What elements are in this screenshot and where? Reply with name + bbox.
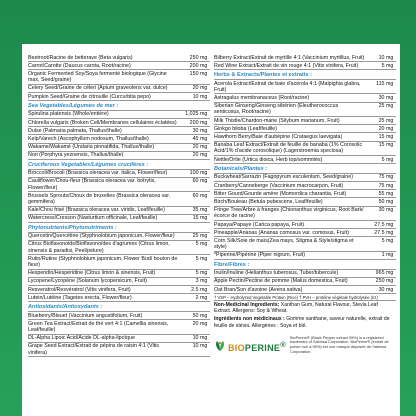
amount-value: 1 [381, 252, 385, 259]
ingredient-name: Spirulina platensis (Whole/entière) [28, 111, 109, 118]
non-medicinal-label-fr: Ingrédients non médicinaux : [214, 316, 285, 323]
ingredient-name: Red Wine Extract/Extrait de vin rouge 4:1 (Vitis vinifera, Fruit) [214, 62, 359, 69]
non-medicinal-note [214, 301, 396, 315]
ingredient-name: Brussels Sprouts/Choux de bruxelles (Brassica oleracea var. gemmifera) [28, 192, 171, 205]
ingredient-name: Milk Thistle/Chardon-marie (Silybum marianum, Fruit) [214, 117, 340, 124]
ingredient-row [214, 270, 396, 278]
section-heading: Phytonutrients/Phytonutriments : [28, 223, 210, 233]
ingredient-amount [182, 270, 210, 276]
amount-unit: mg [200, 178, 208, 185]
amount-unit: mg [200, 170, 208, 177]
ingredient-amount [368, 81, 396, 87]
ingredient-name: Bitter Gourd/Gourde amère (Momordica charantia, Fruit) [214, 190, 347, 197]
amount-value: 115 [376, 80, 385, 87]
ingredient-name: Organic Fermented Soy/Soya fermenté biologique (Glycine max, Seed/graine) [28, 70, 167, 84]
non-medicinal-note-fr [214, 315, 396, 329]
ingredient-amount [368, 222, 396, 228]
ingredient-row [214, 207, 396, 221]
ingredient-amount [368, 95, 396, 101]
ingredient-row [28, 255, 210, 269]
ingredient-name: Lycopene/Lycopène (Solanum lycopersicum, Fruit) [28, 278, 147, 285]
amount-unit: mg [386, 270, 394, 277]
amount-unit: mg [200, 135, 208, 142]
amount-value: 15 [378, 142, 385, 149]
amount-unit: mg [200, 70, 208, 77]
amount-value: 35 [192, 207, 199, 214]
ingredient-row [28, 62, 210, 70]
ingredient-row [28, 85, 210, 93]
amount-value: 250 [375, 278, 385, 285]
ingredient-row [28, 343, 210, 357]
ingredient-name: Pumpkin Seed/Graine de citrouille (Curcurbita pepo) [28, 93, 151, 100]
ingredient-name: Chlorella vulgaris (Broken Cell/Membranes cellulaires éclatées) [28, 119, 177, 126]
amount-value: 1,025 [185, 111, 199, 118]
amount-value: 3 [195, 278, 199, 285]
amount-unit: mg [386, 252, 394, 259]
ingredient-name: Acerola Extract/Extrait de baie d'acérola 4:1 (Malpighia glabra, Fruit) [214, 80, 361, 93]
amount-unit: mg [200, 152, 208, 159]
amount-value: 2 [195, 294, 199, 301]
amount-unit: mg [386, 125, 394, 132]
amount-unit: mg [200, 241, 208, 248]
ingredient-row [214, 94, 396, 102]
ingredient-amount [368, 63, 396, 69]
ingredient-amount [182, 343, 210, 349]
ingredient-name: Buckwheat/Sarrazin (Fagopyrum esculentum, Seed/graine) [214, 174, 353, 181]
amount-value: 150 [189, 70, 199, 77]
amount-value: 50 [378, 198, 385, 205]
amount-value: 25 [192, 233, 199, 240]
amount-unit: mg [386, 190, 394, 197]
ingredient-row [214, 117, 396, 125]
ingredient-amount [368, 191, 396, 197]
ingredient-amount [368, 199, 396, 205]
ingredient-amount [368, 183, 396, 189]
ingredient-name: Kelp/Varech (Ascophyllum nodosum, Thallus/thalle) [28, 135, 149, 142]
ingredient-name: Oat Bran/Son d'avoine (Avena sativa) [214, 286, 303, 293]
ingredient-row [28, 312, 210, 320]
ingredient-name: Fringe Tree/Arbre à franges (Chionanthus virginicus, Root Bark/écorce de racine) [214, 207, 364, 220]
ingredient-row [214, 198, 396, 206]
ingredient-name: Astragalus membranaceus (Root/racine) [214, 94, 310, 101]
amount-value: 27.5 [374, 221, 385, 228]
ingredient-row [28, 70, 210, 84]
amount-unit: mg [200, 207, 208, 214]
ingredient-name: Watercress/Cresson (Nasturtium officinale, Leaf/feuille) [28, 215, 158, 222]
amount-unit: mg [386, 278, 394, 285]
amount-unit: mg [386, 207, 394, 214]
ingredient-row [214, 221, 396, 229]
amount-value: 20 [192, 85, 199, 92]
amount-value: 30 [378, 94, 385, 101]
ingredient-row [28, 178, 210, 192]
logo-reg: ® [280, 339, 287, 349]
ingredient-amount [182, 128, 210, 134]
ingredient-row [214, 142, 396, 156]
ingredient-name: Hesperidin/Hespéridine (Citrus limon & sinensis, Fruit) [28, 270, 156, 277]
amount-unit: mg [200, 215, 208, 222]
ingredient-name: Ginkgo biloba (Leaf/feuille) [214, 125, 278, 132]
amount-unit: mg [200, 286, 208, 293]
amount-value: 15 [192, 215, 199, 222]
amount-value: 5 [381, 62, 385, 69]
ingredient-amount [368, 142, 396, 148]
ingredient-row [214, 229, 396, 237]
ingredient-row [28, 170, 210, 178]
amount-value: 250 [189, 54, 199, 61]
amount-value: 5 [195, 270, 199, 277]
ingredient-row [28, 135, 210, 143]
ingredient-row [28, 215, 210, 223]
ingredient-name: Cauliflower/Chou-fleur (Brassica oleracea var. botrytis, Flower/fleur) [28, 178, 156, 191]
ingredient-row [28, 335, 210, 343]
ingredient-row [28, 192, 210, 206]
amount-unit: mg [386, 221, 394, 228]
amount-value: 20 [192, 152, 199, 159]
amount-unit: mg [200, 343, 208, 350]
ingredient-row [28, 207, 210, 215]
amount-value: 30 [378, 207, 385, 214]
ingredient-name: Siberian Ginseng/Ginseng sibérien (Eleutherococcus senticosus, Root/racine) [214, 103, 339, 116]
ingredient-amount [182, 111, 210, 117]
section-heading: Botanicals/Plantes : [214, 164, 396, 174]
amount-unit: mg [200, 192, 208, 199]
ingredient-row [28, 54, 210, 62]
ingredient-name: Nori (Porphyra yezoensis, Thallus/thalle) [28, 152, 124, 159]
ingredient-amount [182, 178, 210, 184]
ingredient-amount [182, 136, 210, 142]
ingredient-amount [182, 215, 210, 221]
ingredient-amount [182, 335, 210, 341]
amount-unit: mg [200, 270, 208, 277]
ingredient-row [214, 54, 396, 62]
ingredient-amount [182, 144, 210, 150]
amount-unit: mg [200, 294, 208, 301]
ingredient-name: Carrot/Carotte (Daucus carota, Root/racine) [28, 62, 131, 69]
ingredient-row [214, 252, 396, 260]
amount-value: 200 [189, 119, 199, 126]
amount-value: 75 [378, 182, 385, 189]
ingredient-amount [182, 120, 210, 126]
ingredient-name: Citrus Bioflavonoids/Bioflavonoïdes d'agrumes (Citrus limon, sinensis & paradisi, Peel/pelure) [28, 241, 170, 254]
section-heading: Cruciferous Vegetables/Légumes crucifères : [28, 160, 210, 170]
section-heading: Sea Vegetables/Légumes de mer : [28, 101, 210, 111]
amount-unit: mg [386, 80, 394, 87]
amount-value: 27.5 [374, 229, 385, 236]
ingredient-amount [182, 295, 210, 301]
non-medicinal-text-fr: Gomme xanthane, saveur naturelle, extrait de feuille de stévia. Allergènes : Soya et blé. [214, 316, 390, 329]
amount-unit: mg [200, 144, 208, 151]
ingredient-row [28, 119, 210, 127]
ingredient-amount [368, 103, 396, 109]
amount-unit: mg [200, 93, 208, 100]
ingredient-amount [368, 252, 396, 258]
ingredient-amount [368, 174, 396, 180]
amount-value: 100 [189, 170, 199, 177]
amount-unit: mg [200, 127, 208, 134]
ingredient-amount [182, 193, 210, 199]
amount-value: 20 [192, 144, 199, 151]
leaf-logo-icon [214, 340, 226, 352]
amount-unit: mg [386, 286, 394, 293]
amount-unit: mg [386, 103, 394, 110]
ingredient-row [28, 127, 210, 135]
ingredient-amount [182, 63, 210, 69]
ingredient-amount [182, 278, 210, 284]
bioperine-wordmark [228, 340, 286, 353]
amount-unit: mg [386, 229, 394, 236]
amount-unit: mg [386, 117, 394, 124]
ingredient-name: Quercetin/Quercétine (Styphnolobium japonicum, Flower/fleur) [28, 233, 175, 240]
ingredient-name: Corn Silk/Soie de maïs(Zea mays, Stigma & Style/stigma et style) [214, 237, 354, 251]
ingredient-amount [182, 241, 210, 247]
amount-value: 55 [378, 190, 385, 197]
amount-unit: mg [200, 255, 208, 262]
amount-value: 200 [189, 62, 199, 69]
amount-value: 50 [192, 312, 199, 319]
ingredient-amount [368, 230, 396, 236]
amount-value: 10 [192, 343, 199, 350]
ingredient-amount [182, 233, 210, 239]
ingredient-name: Blueberry/Bleuet (Vaccinium angustifolium, Fruit) [28, 312, 143, 319]
ingredient-name: Resveratrol/Resvératrol (Vitis vinifera, Fruit) [28, 286, 131, 293]
ingredient-name: Lutein/Lutéine (Tagetes erecta, Flower/fleur) [28, 294, 132, 301]
ingredient-name: Rutin/Rutine (Styphnolobium japonicum, Flower Bud/ bouton de fleur) [28, 255, 178, 268]
amount-value: 5 [195, 255, 199, 262]
ingredient-row [214, 278, 396, 286]
supplement-facts-panel [22, 44, 400, 416]
ingredient-amount [368, 55, 396, 61]
ingredient-row [214, 125, 396, 133]
ingredients-column-left [28, 54, 210, 357]
amount-unit: mg [200, 54, 208, 61]
ingredient-amount [368, 118, 396, 124]
ingredient-amount [368, 238, 396, 244]
ingredient-name: Grape Seed Extract/Extrait de pépins de raisin 4:1 (Vitis vinifera) [28, 343, 159, 356]
ingredient-name: Hawthorn Berry/Baie d'aubépine (Crataegus laevigata) [214, 133, 343, 140]
ingredient-name: Broccoli/Brocoli (Brassica oleracea var. italica, Flower/fleur) [28, 170, 168, 177]
ingredient-amount [182, 85, 210, 91]
ingredient-amount [182, 170, 210, 176]
logo-perine: PERINE [244, 342, 281, 353]
amount-unit: mg [386, 237, 394, 244]
amount-unit: mg [386, 156, 394, 163]
amount-unit: mg [386, 198, 394, 205]
amount-value: 30 [378, 286, 385, 293]
amount-value: 20 [378, 125, 385, 132]
ingredient-amount [368, 207, 396, 213]
ingredient-amount [182, 256, 210, 262]
amount-value: 2.5 [191, 286, 199, 293]
right-ingredient-list [214, 54, 396, 301]
ingredient-row [214, 133, 396, 141]
ingredient-name: Kale/Chou frisé (Brassica oleracea var. viridis, Leaf/feuille) [28, 207, 165, 214]
amount-unit: mg [386, 133, 394, 140]
ingredient-name: Cranberry/Canneberge (Vaccinium macrocarpon, Fruit) [214, 182, 344, 189]
ingredient-row [28, 270, 210, 278]
ingredient-row [28, 320, 210, 334]
bioperine-area [214, 334, 396, 362]
ingredient-name: Dulse (Palmaria palmata, Thallus/thalle) [28, 127, 122, 134]
ingredient-amount [368, 287, 396, 293]
ingredient-amount [368, 134, 396, 140]
ingredient-row [28, 144, 210, 152]
amount-value: 5 [195, 241, 199, 248]
amount-value: 5 [381, 156, 385, 163]
ingredient-name: Nettle/Ortie (Urtica dioica, Herb top/sommités) [214, 156, 323, 163]
ingredient-name: Bilberry Extract/Extrait de myrtille 4:1 (Vaccinium myrtillus, Fruit) [214, 54, 365, 61]
ingredient-amount [368, 278, 396, 284]
ingredient-row [28, 93, 210, 101]
ingredient-row [214, 190, 396, 198]
ingredient-row [28, 111, 210, 119]
amount-unit: mg [386, 54, 394, 61]
ingredient-name: Banaba Leaf Extract/Extrait de feuille de banaba (1% Corosolic Acid/1% d'acide corosolique) (Lagerstroemia speciosa) [214, 142, 363, 155]
amount-unit: mg [200, 85, 208, 92]
amount-value: 5 [381, 237, 385, 244]
ingredient-amount [182, 321, 210, 327]
ingredient-amount [182, 152, 210, 158]
ingredient-amount [182, 94, 210, 100]
ingredient-name: Birch/Bouleau (Betula pubescens, Leaf/feuille) [214, 198, 323, 205]
amount-unit: mg [200, 119, 208, 126]
amount-value: 60 [192, 178, 199, 185]
amount-unit: mg [386, 142, 394, 149]
amount-value: 10 [192, 335, 199, 342]
ingredient-row [214, 286, 396, 294]
amount-value: 10 [378, 54, 385, 61]
ingredient-amount [182, 55, 210, 61]
amount-value: 60 [192, 192, 199, 199]
ingredient-amount [368, 157, 396, 163]
section-heading: Antioxidants/Antioxydants : [28, 302, 210, 312]
ingredient-name: Apple Pectin/Pectine de pomme (Malus domestica, Fruit) [214, 278, 348, 285]
amount-value: 45 [192, 135, 199, 142]
amount-value: 15 [378, 133, 385, 140]
ingredient-amount [368, 270, 396, 276]
amount-value: 20 [192, 320, 199, 327]
ingredient-row [28, 241, 210, 255]
trademark-note: BioPerine® (Black Pepper extract 95%) is a registered trademark of Sabinsa Corporation. BioPerine® (extrait de poivre noir à 95%) est une marque déposée de Sabinsa Corporation. [290, 334, 389, 355]
ingredient-row [28, 294, 210, 302]
amount-value: 965 [375, 270, 385, 277]
non-medicinal-text: Xanthan Gum, Natural Flavour, Stevia Leaf Extract. Allergens: Soy & Wheat. [214, 302, 378, 315]
amount-unit: mg [200, 320, 208, 327]
amount-unit: mg [200, 62, 208, 69]
ingredient-row [214, 156, 396, 164]
amount-unit: mg [386, 62, 394, 69]
ingredient-row [28, 233, 210, 241]
ingredient-amount [182, 287, 210, 293]
ingredient-name: Beetroot/Racine de betterave (Beta vulgaris) [28, 54, 133, 61]
amount-unit: mg [386, 182, 394, 189]
ingredient-name: *Piperine/Pipérine (Piper nigrum, Fruit) [214, 252, 305, 259]
amount-value: 75 [378, 174, 385, 181]
ingredient-name: Papaya/Papaye (Carica papaya, Fruit) [214, 221, 305, 228]
amount-value: 25 [378, 117, 385, 124]
ingredient-row [214, 62, 396, 70]
ingredient-row [214, 174, 396, 182]
ingredient-name: Inulin/Inuline (Helianthus tuberosus, Tuber/tubercule) [214, 270, 339, 277]
amount-unit: mg [200, 335, 208, 342]
ingredient-name: Wakame/Wakamé (Undaria pinnatifida, Thallus/thalle) [28, 144, 155, 151]
amount-value: 10 [192, 93, 199, 100]
amount-unit: mg [200, 233, 208, 240]
ingredient-row [214, 237, 396, 251]
ingredient-row [28, 278, 210, 286]
ingredient-name: Green Tea Extract/Extrait de thé vert 4:1 (Camellia sinensis, Leaf/feuille) [28, 320, 169, 333]
amount-unit: mg [386, 94, 394, 101]
amount-value: 25 [378, 103, 385, 110]
logo-bio: BIO [228, 342, 245, 353]
ingredient-amount [368, 126, 396, 132]
ingredient-name: Celery Seed/Graine de céleri (Apium graveolens var. dulce) [28, 85, 168, 92]
ingredients-column-right [214, 54, 396, 362]
ingredient-row [214, 182, 396, 190]
ingredient-name: DL-Alpha Lipoic Acid/Acide DL-alpha-lipoïque [28, 335, 135, 342]
footnote: † VSP – Hydrolyzed Vegetable Protein (Rice) † PVH – protéine végétale hydrolysée (riz) [214, 294, 396, 301]
non-medicinal-label: Non-Medicinal Ingredients: [214, 302, 280, 309]
amount-value: 30 [192, 127, 199, 134]
ingredient-row [214, 103, 396, 117]
ingredient-name: Pineapple/Ananas (Ananas comosus var. comosus, Fruit) [214, 229, 349, 236]
ingredient-amount [182, 71, 210, 77]
amount-unit: mg [200, 278, 208, 285]
bioperine-logo [214, 340, 286, 353]
ingredient-amount [182, 313, 210, 319]
amount-unit: mg [200, 111, 208, 118]
amount-unit: mg [386, 174, 394, 181]
amount-unit: mg [200, 312, 208, 319]
section-heading: Herbs & Extracts/Plantes et extraits : [214, 70, 396, 80]
ingredient-row [214, 80, 396, 94]
ingredient-row [28, 152, 210, 160]
ingredient-row [28, 286, 210, 294]
section-heading: Fibre/Fibres : [214, 260, 396, 270]
ingredient-amount [182, 207, 210, 213]
